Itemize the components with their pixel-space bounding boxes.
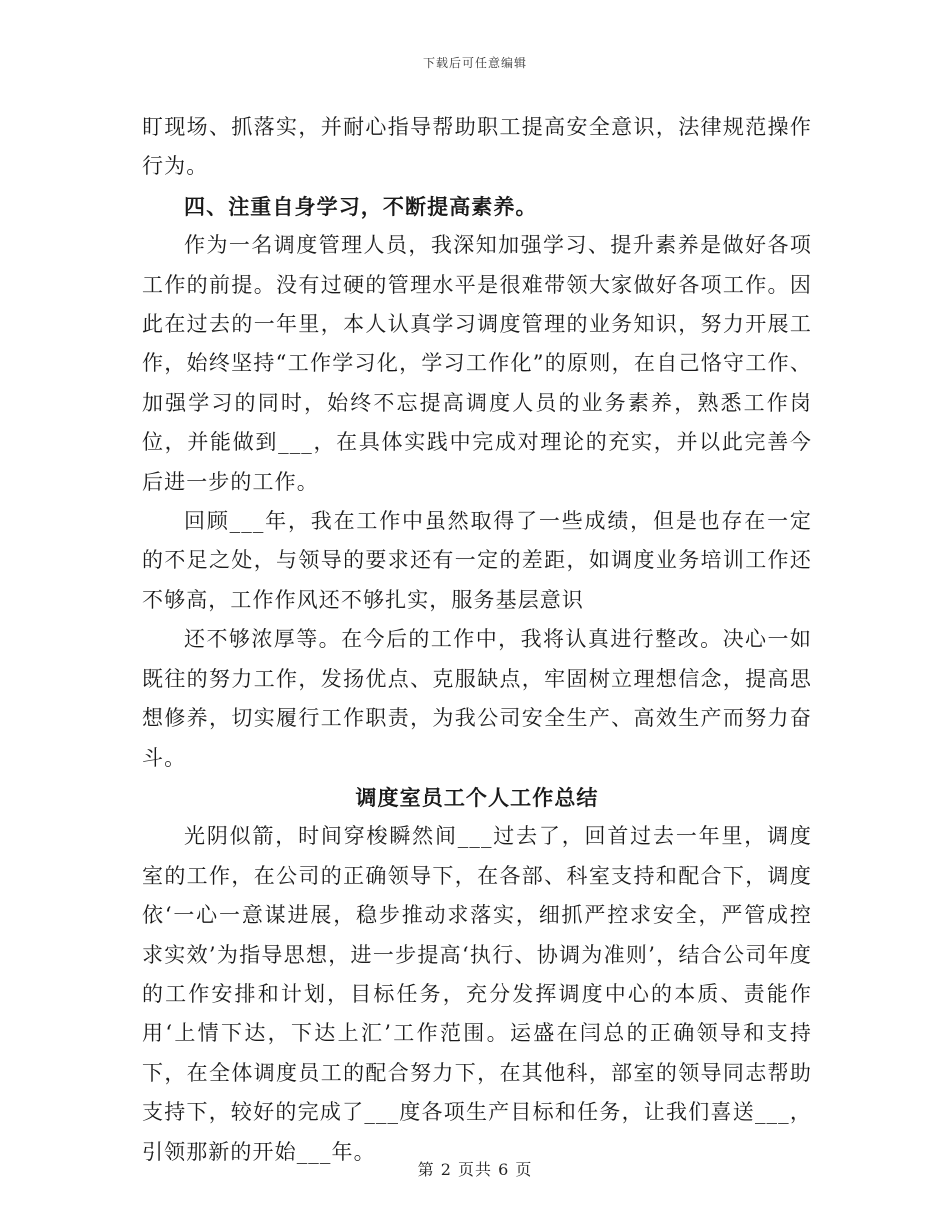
- page-header: 下载后可任意编辑: [422, 56, 527, 70]
- document-body: [142, 108, 812, 1172]
- paragraph-3: 回顾___年，我在工作中虽然取得了一些成绩，但是也存在一定的不足之处，与领导的要求还有一定的差距，如调度业务培训工作还不够高，工作作风还不够扎实，服务基层意识: [142, 509, 812, 612]
- paragraph-4: 还不够浓厚等。在今后的工作中，我将认真进行整改。决心一如既往的努力工作，发扬优点、克服缺点，牢固树立理想信念，提高思想修养，切实履行工作职责，为我公司安全生产、高效生产而努力奋斗。: [142, 627, 812, 770]
- page-footer: 第 2 页共 6 页: [417, 1160, 533, 1179]
- paragraph-1: 盯现场、抓落实，并耐心指导帮助职工提高安全意识，法律规范操作行为。: [142, 115, 812, 179]
- section-heading-4: 四、注重自身学习，不断提高素养。: [184, 193, 538, 219]
- paragraph-5: 光阴似箭，时间穿梭瞬然间___过去了，回首过去一年里，调度室的工作，在公司的正确领导下，在各部、科室支持和配合下，调度依‘一心一意谋进展，稳步推动求落实，细抓严控求安全，严管成控求实效’为指导思想，进一步提高‘执行、协调为准则’，结合公司年度的工作安排和计划，目标任务，充分发挥调度中心的本质、责能作用‘上情下达，下达上汇’工作范围。运盛在闫总的正确领导和支持下，在全体调度员工的配合努力下，在其他科，部室的领导同志帮助支持下，较好的完成了___度各项生产目标和任务，让我们喜送___，引领那新的开始___年。: [142, 824, 812, 1164]
- document-title: 调度室员工个人工作总结: [355, 784, 599, 810]
- paragraph-2: 作为一名调度管理人员，我深知加强学习、提升素养是做好各项工作的前提。没有过硬的管理水平是很难带领大家做好各项工作。因此在过去的一年里，本人认真学习调度管理的业务知识，努力开展工作，始终坚持“工作学习化，学习工作化”的原则，在自己恪守工作、加强学习的同时，始终不忘提高调度人员的业务素养，熟悉工作岗位，并能做到___，在具体实践中完成对理论的充实，并以此完善今后进一步的工作。: [142, 233, 812, 494]
